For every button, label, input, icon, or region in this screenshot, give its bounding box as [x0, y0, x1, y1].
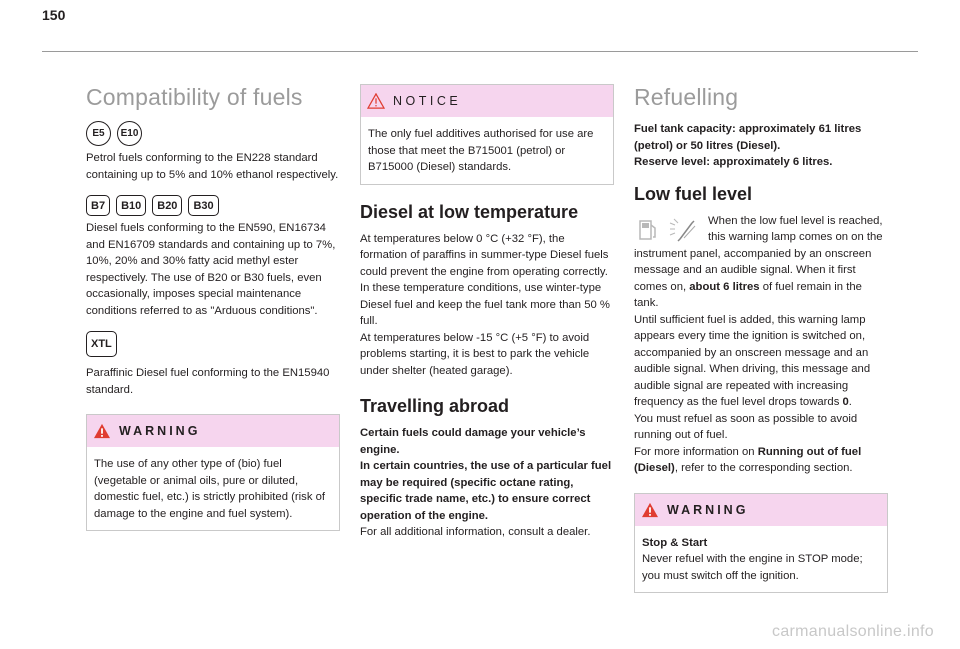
section-title-refuelling: Refuelling	[634, 84, 739, 110]
warning-box-header	[635, 494, 887, 526]
low-fuel-text-3: You must refuel as soon as possible to avoid running out of fuel.	[634, 412, 858, 441]
section-title-diesel-low-temperature: Diesel at low temperature	[360, 201, 579, 222]
petrol-badges	[86, 121, 340, 146]
low-fuel-content	[634, 213, 888, 477]
reserve-level-text: Reserve level: approximately 6 litres.	[634, 156, 833, 168]
b20-badge-icon: B20	[152, 195, 182, 216]
warning-triangle-icon	[93, 423, 111, 439]
section-title-travelling-abroad: Travelling abroad	[360, 396, 510, 416]
stop-start-title: Stop & Start	[642, 536, 708, 549]
low-fuel-text-2: Until sufficient fuel is added, this warning lamp appears every time the ignition is switched on, accompanied by an onscreen message and an audible signal. When driving, this message and audible signal are repeated with increasing frequency as the fuel level drops towards 0.	[634, 313, 871, 408]
travel-dealer-text: For all additional information, consult a dealer.	[360, 526, 591, 538]
fuel-warning-lamp-icon	[634, 215, 700, 245]
warning-title: WARNING	[667, 502, 749, 517]
notice-text: The only fuel additives authorised for use are those that meet the B715001 (petrol) or B715000 (Diesel) standards.	[368, 128, 594, 173]
warning-box-fuel-type	[86, 414, 340, 531]
running-out-of-fuel-reference: Running out of fuel (Diesel)	[634, 445, 862, 474]
stop-start-text: Never refuel with the engine in STOP mode; you must switch off the ignition.	[642, 553, 863, 582]
travel-warning-bold-2: In certain countries, the use of a particular fuel may be required (specific octane rating, specific trade name, etc.) to ensure correct operation of the engine.	[360, 460, 612, 522]
header-rule	[42, 51, 918, 52]
low-fuel-text-1: When the low fuel level is reached, this warning lamp comes on on the instrument panel, accompanied by an onscreen message and an audible signal. When it first comes on, about 6 litres of fuel remain in the tank.	[634, 214, 883, 309]
section-title-compatibility: Compatibility of fuels	[86, 84, 303, 110]
petrol-fuels-text: Petrol fuels conforming to the EN228 standard containing up to 5% and 10% ethanol respectively.	[86, 152, 339, 181]
b30-badge-icon: B30	[188, 195, 218, 216]
e5-badge-icon: E5	[86, 121, 111, 146]
page-number: 150	[42, 7, 66, 23]
tank-capacity-text: Fuel tank capacity: approximately 61 litres (petrol) or 50 litres (Diesel).	[634, 123, 862, 152]
diesel-fuels-text: Diesel fuels conforming to the EN590, EN16734 and EN16709 standards and containing up to 7%, 10%, 20% and 30% fatty acid methyl ester respectively. The use of B20 or B30 fuels, even occasionally, imposes special maintenance conditions referred to as "Arduous conditions".	[86, 222, 336, 317]
column-diesel	[360, 84, 614, 541]
diesel-badges	[86, 195, 340, 216]
notice-box	[360, 84, 614, 185]
xtl-fuel-text: Paraffinic Diesel fuel conforming to the EN15940 standard.	[86, 367, 330, 396]
notice-triangle-icon	[367, 93, 385, 109]
diesel-low-text-1: At temperatures below 0 °C (+32 °F), the formation of paraffins in summer-type Diesel fuels could prevent the engine from operating correctly. In these temperature conditions, use winter-type Diesel fuel and keep the fuel tank more than 50 % full.	[360, 232, 610, 327]
notice-box-header	[361, 85, 613, 117]
watermark: carmanualsonline.info	[772, 623, 934, 640]
xtl-badges	[86, 331, 340, 357]
column-refuelling	[634, 84, 888, 593]
travel-warning-bold-1: Certain fuels could damage your vehicle’s engine.	[360, 427, 586, 456]
xtl-badge-icon: XTL	[86, 331, 117, 357]
warning-box-header	[87, 415, 339, 447]
warning-triangle-icon	[641, 502, 659, 518]
column-compatibility	[86, 84, 340, 531]
warning-box-stop-start	[634, 493, 888, 594]
b7-badge-icon: B7	[86, 195, 110, 216]
e10-badge-icon: E10	[117, 121, 142, 146]
b10-badge-icon: B10	[116, 195, 146, 216]
diesel-low-text-2: At temperatures below -15 °C (+5 °F) to avoid problems starting, it is best to park the vehicle under shelter (heated garage).	[360, 331, 590, 377]
warning-title: WARNING	[119, 424, 201, 438]
low-fuel-text-4: For more information on Running out of fuel (Diesel), refer to the corresponding section.	[634, 445, 862, 474]
warning-text: The use of any other type of (bio) fuel (vegetable or animal oils, pure or diluted, domestic fuel, etc.) is strictly prohibited (risk of damage to the engine and fuel system).	[94, 458, 326, 520]
section-title-low-fuel: Low fuel level	[634, 183, 753, 204]
notice-title: NOTICE	[393, 94, 462, 108]
